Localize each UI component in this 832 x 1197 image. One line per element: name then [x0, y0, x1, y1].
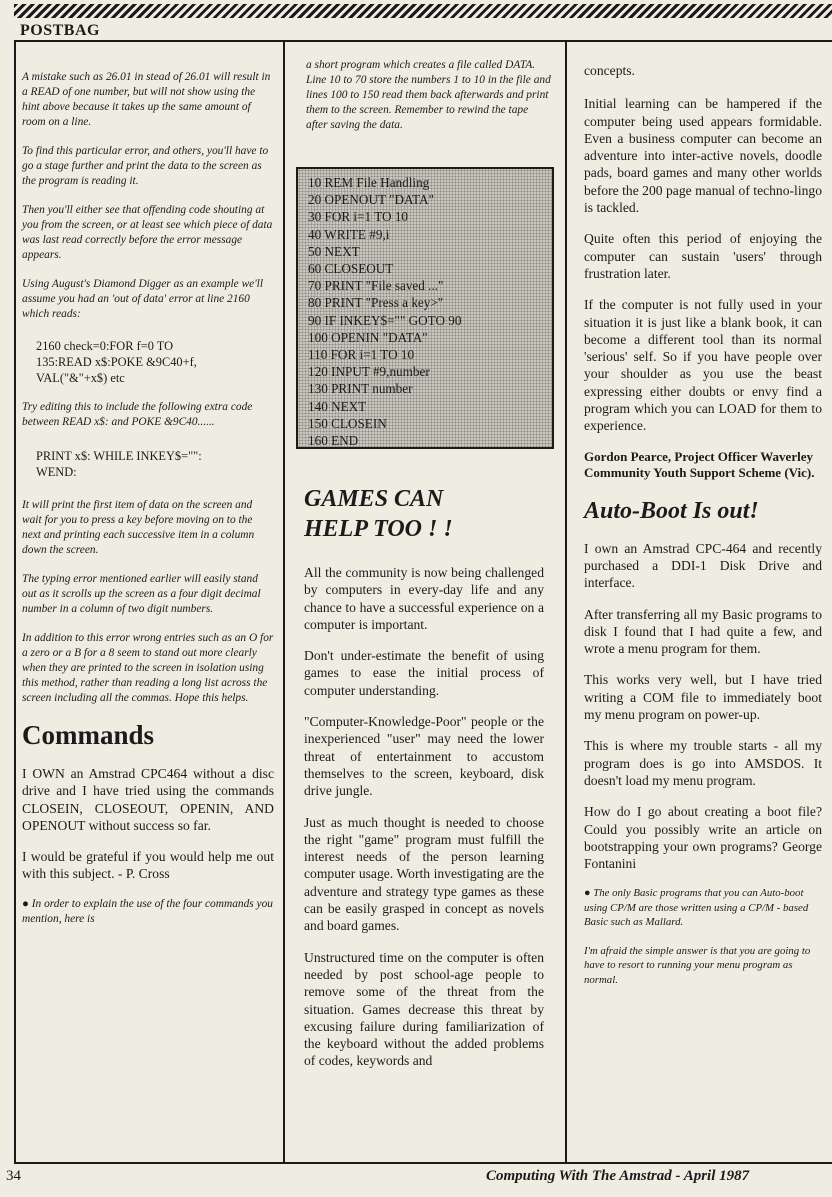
- listing-line: 70 PRINT "File saved ...": [308, 278, 444, 294]
- autoboot-heading: Auto-Boot Is out!: [584, 497, 759, 524]
- paragraph: If the computer is not fully used in your situation it is just like a blank book, it can become a different tool than its normal 'serious' self. So if you have people over your shoulder as you use the beast expressing either doubts or envy find a program which you can LOAD for them to experience.: [584, 297, 822, 434]
- paragraph: After transferring all my Basic programs to disk I found that I had quite a few, and wrote a menu program for them.: [584, 606, 822, 657]
- section-label: POSTBAG: [20, 22, 100, 39]
- frame-bottom-rule: [14, 1162, 832, 1164]
- games-heading: GAMES CAN HELP TOO ! !: [304, 486, 453, 542]
- paragraph: I would be grateful if you would help me out with this subject. - P. Cross: [22, 849, 274, 882]
- paragraph: A mistake such as 26.01 in stead of 26.01 will result in a READ of one number, but will not show using the hint above because it takes up the same amount of room on a line.: [22, 71, 271, 128]
- column-1: [22, 70, 274, 941]
- paragraph: Don't under-estimate the benefit of using games to ease the initial process of computer understanding.: [304, 648, 544, 698]
- column-divider-2: [565, 42, 567, 1162]
- editor-reply: I'm afraid the simple answer is that you are going to have to resort to running your menu program as normal.: [584, 944, 811, 986]
- listing-line: 60 CLOSEOUT: [308, 261, 394, 277]
- column-3: [584, 62, 822, 1001]
- listing-line: 100 OPENIN "DATA": [308, 329, 428, 345]
- program-listing: [296, 167, 554, 449]
- listing-line: 20 OPENOUT "DATA": [308, 192, 434, 208]
- frame-left-rule: [14, 40, 16, 1162]
- frame-top-rule: [14, 40, 832, 42]
- listing-line: 160 END: [308, 433, 359, 449]
- paragraph: This works very well, but I have tried writing a COM file to immediately boot my menu program on power-up.: [584, 672, 822, 723]
- paragraph: I own an Amstrad CPC-464 and recently purchased a DDI-1 Disk Drive and interface.: [584, 540, 822, 591]
- listing-line: 50 NEXT: [308, 243, 360, 259]
- listing-line: 80 PRINT "Press a key>": [308, 295, 444, 311]
- paragraph: This is where my trouble starts - all my program does is go into AMSDOS. It doesn't load my menu program.: [584, 738, 822, 788]
- paragraph: Quite often this period of enjoying the computer can sustain 'users' through frustration later.: [584, 231, 822, 281]
- paragraph: Just as much thought is needed to choose the right "game" program must fulfill the interest needs of the person learning computer usage. Worth investigating are the adventure and strategy type games as these can be easily grasped in concept as novels and board games.: [304, 814, 544, 934]
- paragraph: All the community is now being challenged by computers in every-day life and any chance to have a successful experience on a computer is important.: [304, 565, 544, 632]
- column-divider-1: [283, 42, 285, 1162]
- paragraph: It will print the first item of data on the screen and wait for you to press a key before moving on to the next and printing each successive item in a column down the screen.: [22, 499, 255, 556]
- paragraph: Initial learning can be hampered if the computer being used appears formidable. Even a business computer can become an adventure into inter-active novels, doodle pads, board games and many other worlds before the 200 page manual of techno-lingo is tackled.: [584, 96, 822, 216]
- paragraph: Try editing this to include the following extra code between READ x$: and POKE &9C40......: [22, 401, 253, 428]
- paragraph: a short program which creates a file called DATA. Line 10 to 70 store the numbers 1 to 10 in the file and lines 100 to 150 read them back afterwards and print them to the screen. Remember to rewind the tape after saving the data.: [306, 59, 551, 131]
- signature: Gordon Pearce, Project Officer Waverley Community Youth Support Scheme (Vic).: [584, 448, 815, 481]
- paragraph: The typing error mentioned earlier will easily stand out as it scrolls up the screen as a four digit decimal number in a column of two digit numbers.: [22, 573, 261, 615]
- magazine-footer: Computing With The Amstrad - April 1987: [486, 1168, 750, 1184]
- listing-line: 40 WRITE #9,i: [308, 226, 390, 242]
- listing-line: 30 FOR i=1 TO 10: [308, 209, 409, 225]
- listing-line: 130 PRINT number: [308, 381, 413, 397]
- paragraph: I OWN an Amstrad CPC464 without a disc drive and I have tried using the commands CLOSEIN, CLOSEOUT, OPENIN, AND OPENOUT without success so far.: [22, 766, 274, 833]
- paragraph: concepts.: [584, 63, 635, 78]
- column-2-article: [304, 484, 544, 1070]
- code-snippet: PRINT x$: WHILE INKEY$="": WEND:: [36, 449, 202, 479]
- paragraph: "Computer-Knowledge-Poor" people or the inexperienced "user" may need the lower threat of entertainment to accustom themselves to the screen, keyboard, disk drive jungle.: [304, 714, 544, 799]
- listing-line: 110 FOR i=1 TO 10: [308, 347, 415, 363]
- code-snippet: 2160 check=0:FOR f=0 TO 135:READ x$:POKE &9C40+f, VAL("&"+x$) etc: [36, 339, 197, 385]
- listing-line: 140 NEXT: [308, 398, 367, 414]
- listing-line: 150 CLOSEIN: [308, 415, 387, 431]
- page-number: 34: [6, 1168, 21, 1184]
- listing-line: 120 INPUT #9,number: [308, 364, 430, 380]
- editor-reply: ● The only Basic programs that you can Auto-boot using CP/M are those written using a CP/M - based Basic such as Mallard.: [584, 887, 809, 929]
- header-stripe: [14, 4, 832, 18]
- paragraph: Using August's Diamond Digger as an example we'll assume you had an 'out of data' error at line 2160 which reads:: [22, 278, 264, 320]
- listing-line: 10 REM File Handling: [308, 175, 430, 190]
- paragraph: How do I go about creating a boot file? Could you possibly write an article on bootstrapping your own programs? George Fontanini: [584, 804, 822, 872]
- bullet-icon: ●: [584, 887, 594, 900]
- editor-reply: ● In order to explain the use of the four commands you mention, here is: [22, 897, 274, 925]
- paragraph: Unstructured time on the computer is often needed by post school-age people to remove some of the threat from the situation. Games decrease this threat by excusing failure during familiarization of the keyboard without the added problems of codes, keywords and: [304, 949, 544, 1069]
- listing-line: 90 IF INKEY$="" GOTO 90: [308, 312, 462, 328]
- bullet-icon: ●: [22, 897, 32, 910]
- column-2: [306, 58, 552, 147]
- paragraph: In addition to this error wrong entries such as an O for a zero or a B for a 8 seem to stand out more clearly when they are printed to the screen in isolation using this method, rather than reading a long list across the screen including all the commas. Hope this helps.: [22, 632, 274, 704]
- paragraph: Then you'll either see that offending code shouting at you from the screen, or at least see which piece of data was last read correctly before the error message appears.: [22, 204, 273, 261]
- commands-heading: Commands: [22, 720, 155, 750]
- paragraph: To find this particular error, and others, you'll have to go a stage further and print the data to the screen as the program is reading it.: [22, 145, 269, 187]
